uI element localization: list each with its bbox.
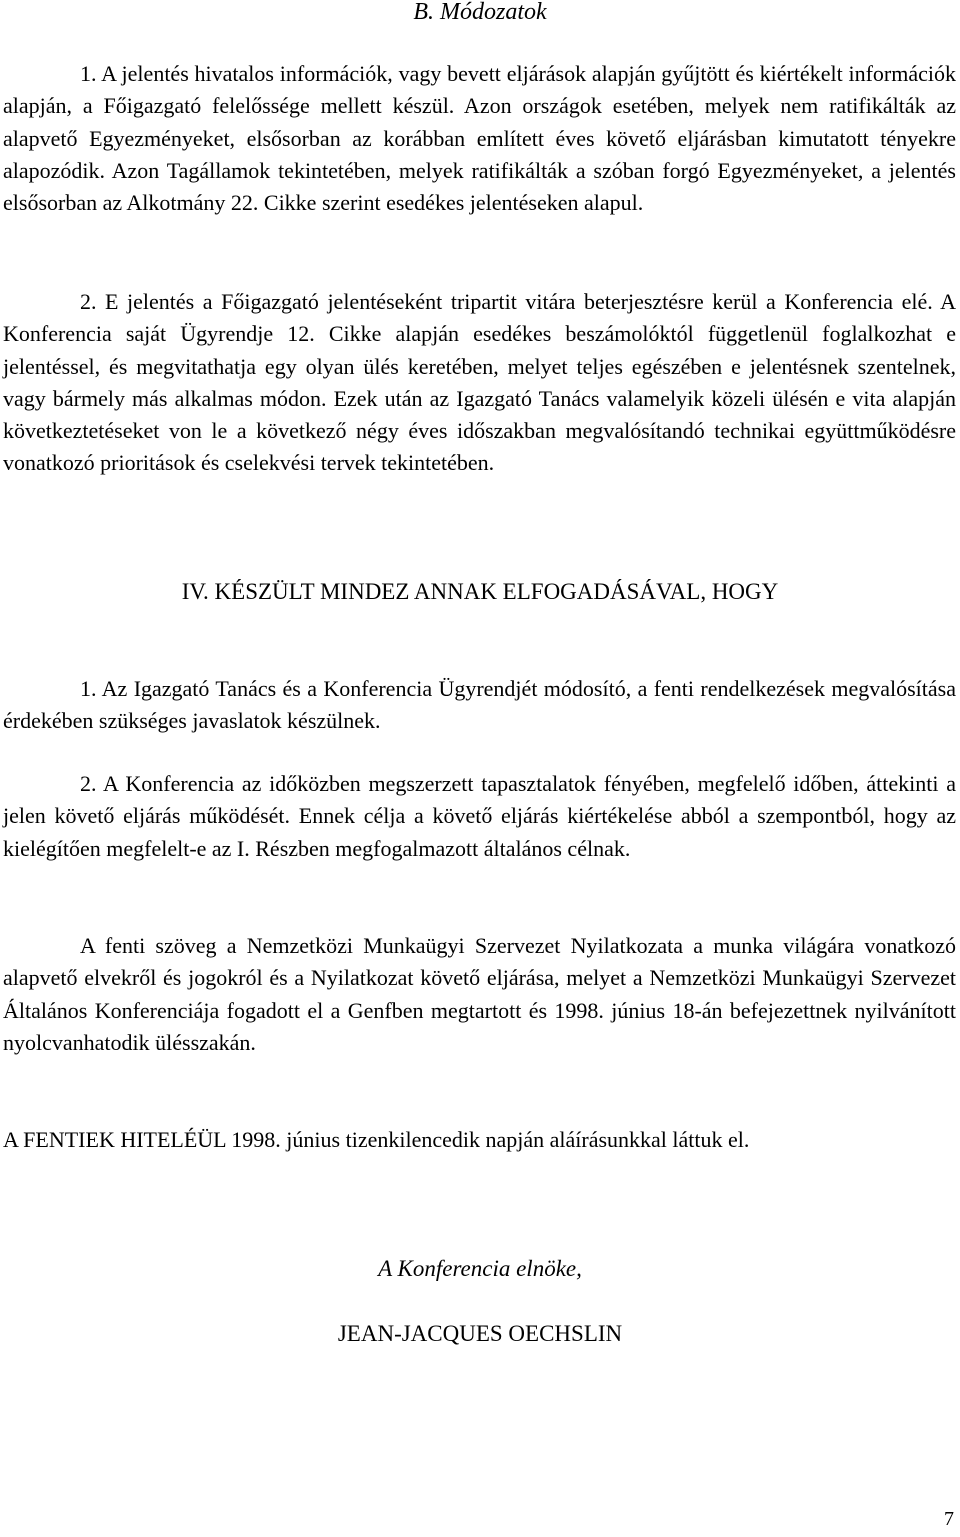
- paragraph-declaration-note: A fenti szöveg a Nemzetközi Munkaügyi Szervezet Nyilatkozata a munka világára vonatkozó alapvető elvekről és jogokról és a Nyilatkozat követő eljárása, melyet a Nemzetközi Munkaügyi Szervezet Általános Konferenciája fogadott el a Genfben megtartott és 1998. június 18-án befejezettnek nyilvánított nyolcvanhatodik ülésszakán.: [3, 933, 956, 1055]
- paragraph-modalities-2: 2. E jelentés a Főigazgató jelentéseként tripartit vitára beterjesztésre kerül a Konferencia elé. A Konferencia saját Ügyrendje 12. Cikke alapján esedékes beszámolóktól függetlenül foglalkozhat e jelentéssel, és megvitathatja egy olyan ülés keretében, melyet teljes egészében e jelentésnek szentelnek, vagy bármely más alkalmas módon. Ezek után az Igazgató Tanács valamelyik közeli ülésén e vita alapján következtetéseket von le a következő négy éves időszakban megvalósítandó technikai együttműködésre vonatkozó prioritások és cselekvési tervek tekintetében.: [3, 289, 956, 476]
- paragraph-modalities-1: 1. A jelentés hivatalos információk, vagy bevett eljárások alapján gyűjtött és kiértékelt információk alapján, a Főigazgató felelőssége mellett készül. Azon országok esetében, melyek nem ratifikálták az alapvető Egyezményeket, elsősorban az korábban említett éves követő eljárásban kimutatott tényekre alapozódik. Azon Tagállamok tekintetében, melyek ratifikálták a szóban forgó Egyezményeket, a jelentés elsősorban az Alkotmány 22. Cikke szerint esedékes jelentéseken alapul.: [3, 61, 956, 216]
- signature-name: JEAN-JACQUES OECHSLIN: [337, 1321, 623, 1346]
- page-number: 7: [944, 1508, 954, 1530]
- section-title-iv: IV. KÉSZÜLT MINDEZ ANNAK ELFOGADÁSÁVAL, HOGY: [181, 579, 779, 604]
- paragraph-provision-1: 1. Az Igazgató Tanács és a Konferencia Ügyrendjét módosító, a fenti rendelkezések megvalósítása érdekében szükséges javaslatok készülnek.: [3, 676, 956, 734]
- attestation-line: A FENTIEK HITELÉÜL 1998. június tizenkilencedik napján aláírásunkkal láttuk el.: [3, 1127, 750, 1152]
- signature-role: A Konferencia elnöke,: [378, 1256, 582, 1281]
- section-heading: B. Módozatok: [413, 0, 547, 25]
- paragraph-provision-2: 2. A Konferencia az időközben megszerzett tapasztalatok fényében, megfelelő időben, áttekinti a jelen követő eljárás működését. Ennek célja a követő eljárás kiértékelése abból a szempontból, hogy az kielégítően megfelelt-e az I. Részben megfogalmazott általános célnak.: [3, 771, 956, 861]
